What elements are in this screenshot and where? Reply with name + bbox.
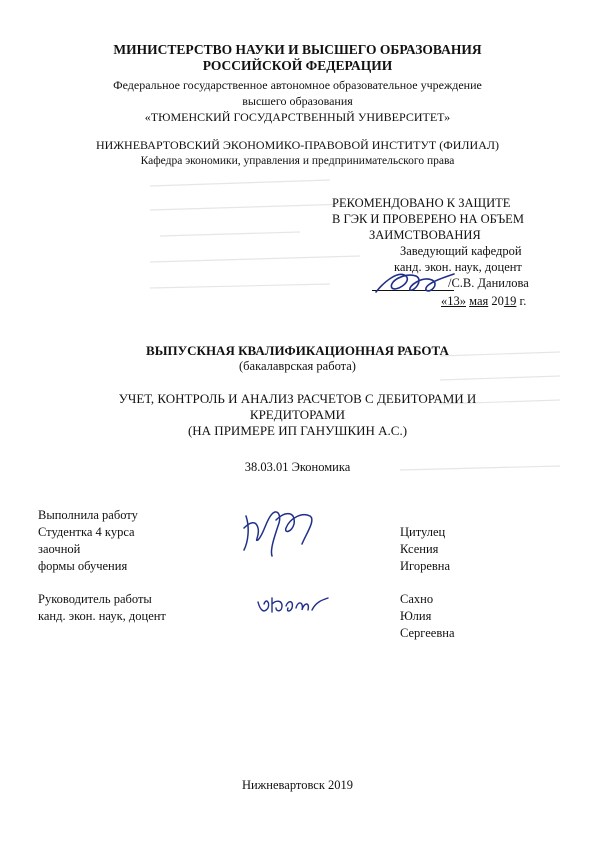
work-title-line-1: УЧЕТ, КОНТРОЛЬ И АНАЛИЗ РАСЧЕТОВ С ДЕБИТОРАМИ И — [118, 391, 477, 406]
head-name: /С.В. Данилова — [448, 276, 529, 290]
date-month: мая — [469, 294, 489, 308]
work-type: ВЫПУСКНАЯ КВАЛИФИКАЦИОННАЯ РАБОТА — [146, 343, 449, 358]
supervisor-role-2: канд. экон. наук, доцент — [38, 609, 166, 623]
institution-line-2: высшего образования — [242, 94, 353, 108]
approval-line-3: ЗАИМСТВОВАНИЯ — [369, 228, 481, 242]
author-role-1: Выполнила работу — [38, 508, 138, 522]
work-title-line-3: (НА ПРИМЕРЕ ИП ГАНУШКИН А.С.) — [187, 423, 408, 438]
supervisor-surname: Сахно — [400, 592, 434, 606]
institution-line-1: Федеральное государственное автономное образовательное учреждение — [113, 78, 482, 92]
work-title-line-2: КРЕДИТОРАМИ — [249, 407, 346, 422]
date-day: «13» — [441, 294, 466, 308]
approval-line-1: РЕКОМЕНДОВАНО К ЗАЩИТЕ — [332, 196, 511, 210]
date-year — [491, 294, 516, 308]
date-year-prefix: 20 — [491, 294, 504, 308]
approval-head-degree: канд. экон. наук, доцент — [394, 260, 522, 274]
department-name: Кафедра экономики, управления и предпринимательского права — [140, 155, 455, 167]
supervisor-patronymic: Сергеевна — [400, 626, 455, 640]
branch-name: НИЖНЕВАРТОВСКИЙ ЭКОНОМИКО-ПРАВОВОЙ ИНСТИТУТ (ФИЛИАЛ) — [95, 138, 500, 152]
supervisor-role-1: Руководитель работы — [38, 592, 152, 606]
author-role-2: Студентка 4 курса — [38, 525, 135, 539]
ministry-line-1: МИНИСТЕРСТВО НАУКИ И ВЫСШЕГО ОБРАЗОВАНИЯ — [113, 42, 482, 57]
approval-date — [441, 294, 526, 309]
work-subtype: (бакалаврская работа) — [239, 359, 356, 373]
city-year: Нижневартовск 2019 — [241, 778, 354, 792]
university-name: «ТЮМЕНСКИЙ ГОСУДАРСТВЕННЫЙ УНИВЕРСИТЕТ» — [144, 110, 451, 124]
author-name: Ксения — [400, 542, 439, 556]
date-year-suffix: 19 — [503, 294, 517, 308]
author-role-4: формы обучения — [38, 559, 128, 573]
approval-line-2: В ГЭК И ПРОВЕРЕНО НА ОБЪЕМ — [332, 212, 524, 226]
date-tail: г. — [519, 294, 527, 308]
specialty-code: 38.03.01 Экономика — [244, 460, 351, 474]
supervisor-signature — [254, 590, 334, 620]
author-surname: Цитулец — [400, 525, 446, 539]
ministry-line-2: РОССИЙСКОЙ ФЕДЕРАЦИИ — [202, 58, 393, 73]
author-patronymic: Игоревна — [400, 559, 451, 573]
approval-head-title: Заведующий кафедрой — [400, 244, 522, 258]
author-role-3: заочной — [38, 542, 81, 556]
author-signature — [236, 498, 328, 560]
supervisor-name: Юлия — [400, 609, 432, 623]
